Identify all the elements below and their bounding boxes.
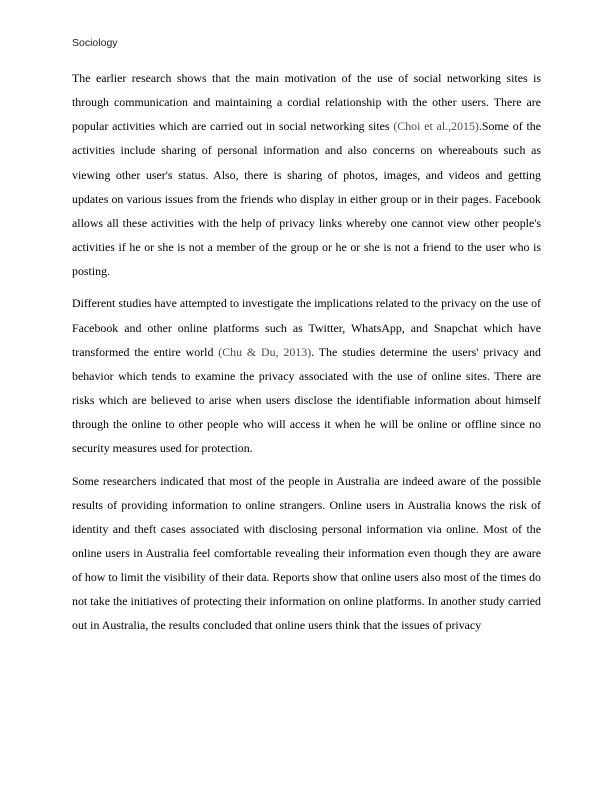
- paragraph-motivation: [72, 66, 541, 283]
- citation: (Choi et al.,2015): [393, 119, 479, 134]
- citation: (Chu & Du, 2013): [218, 344, 312, 359]
- document-body: [72, 66, 541, 638]
- paragraph-text: Different studies have attempted to investigate the implications related to the privacy on the use of Facebook and other online platforms such as Twitter, WhatsApp, and Snapchat which have transformed the entire world: [72, 296, 541, 359]
- paragraph-australia: Some researchers indicated that most of the people in Australia are indeed aware of the possible results of providing information to online strangers. Online users in Australia knows the risk of identity and theft cases associated with disclosing personal information via online. Most of the online users in Australia feel comfortable revealing their information even though they are aware of how to limit the visibility of their data. Reports show that online users also most of the times do not take the initiatives of protecting their information on online platforms. In another study carried out in Australia, the results concluded that online users think that the issues of privacy: [72, 473, 541, 633]
- paragraph-text: . The studies determine the users' privacy and behavior which tends to examine the privacy associated with the use of online sites. There are risks which are believed to arise when users disclose the identifiable information about himself through the online to other people who will access it when he will be online or offline since no security measures used for protection.: [72, 344, 541, 456]
- paragraph-text: The earlier research shows that the main motivation of the use of social networking sites is through communication and maintaining a cordial relationship with the other users. There are popular activities which are carried out in social networking sites: [72, 71, 541, 134]
- paragraph-privacy-studies: [72, 291, 541, 460]
- paragraph-text: .Some of the activities include sharing of personal information and also concerns on whereabouts such as viewing other user's status. Also, there is sharing of photos, images, and videos and getting updates on various issues from the friends who display in either group or in their pages. Facebook allows all these activities with the help of privacy links whereby one cannot view other people's activities if he or she is not a member of the group or he or she is not a friend to the user who is posting.: [72, 119, 541, 279]
- running-header: Sociology: [72, 37, 118, 49]
